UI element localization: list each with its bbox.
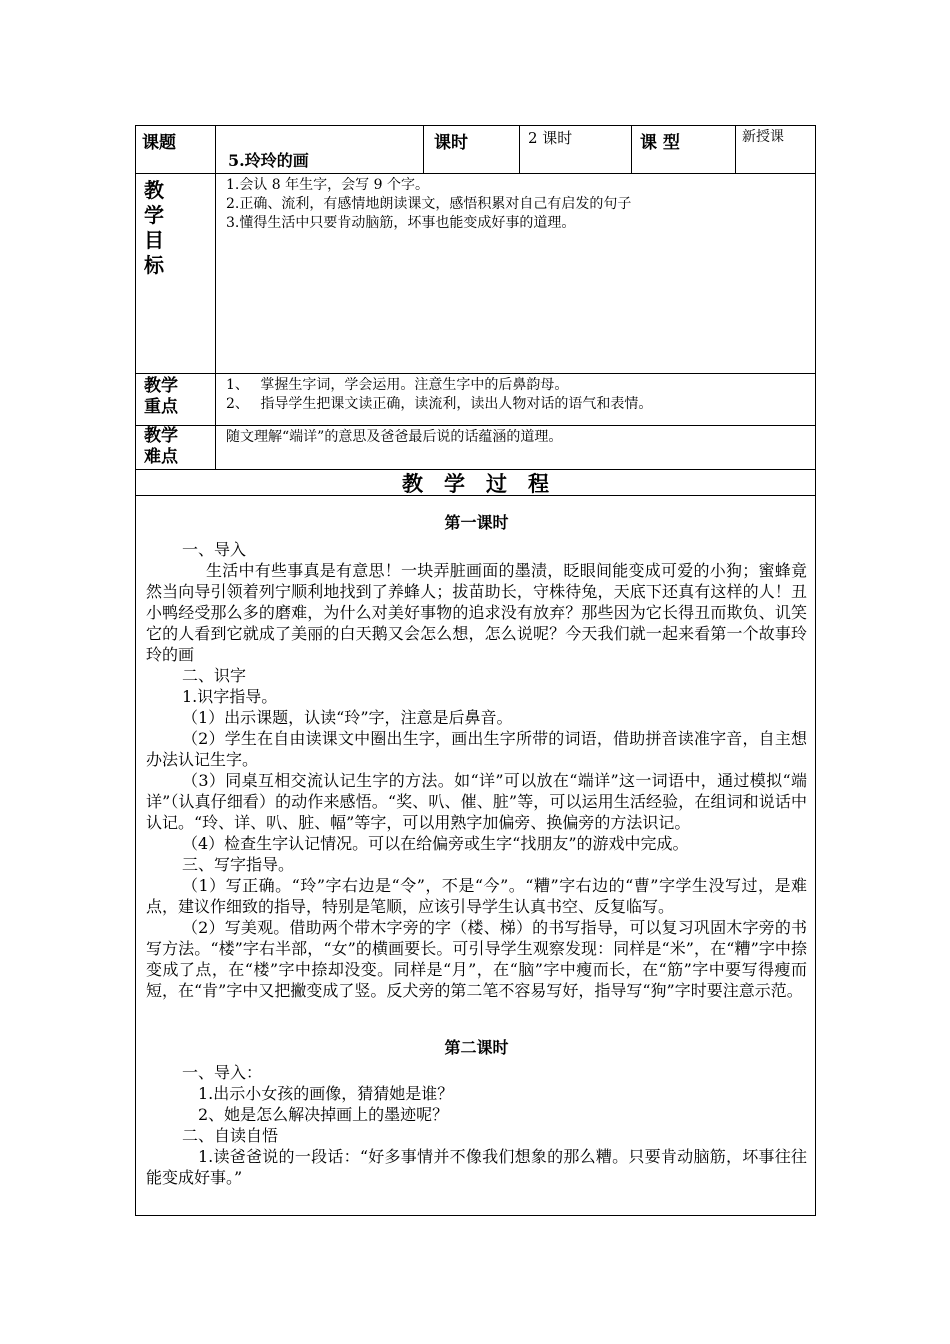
difficulty-content-cell (215, 425, 815, 469)
difficulty-label-cell (135, 425, 215, 469)
keypoints-label-cell (135, 373, 215, 425)
difficulty-text: 随文理解“端详”的意思及爸爸最后说的话蕴涵的道理。 (226, 429, 563, 445)
goals-list (226, 176, 631, 233)
keypoint-item: 2、 指导学生把课文读正确，读流利，读出人物对话的语气和表情。 (226, 396, 653, 412)
difficulty-label: 教学 难点 (144, 426, 178, 467)
goals-label-cell (135, 173, 215, 373)
period-label: 课时 (434, 133, 468, 153)
lesson-plan-table (135, 125, 816, 1216)
period-value-cell (519, 125, 631, 173)
lesson1-para: （1）出示课题，认读“玲”字，注意是后鼻音。 (182, 708, 513, 727)
lesson1-para: 二、识字 (182, 666, 247, 685)
type-label-cell (631, 125, 735, 173)
keypoints-label: 教学 重点 (144, 376, 178, 417)
lesson2-para: 1.读爸爸说的一段话：“好多事情并不像我们想象的那么糟。只要肯动脑筋，坏事往往能变成好事。” (146, 1147, 807, 1187)
keypoint-item: 1、 掌握生字词，学会运用。注意生字中的后鼻韵母。 (226, 377, 569, 393)
lesson1-para: 生活中有些事真是有意思！一块弄脏画面的墨渍，眨眼间能变成可爱的小狗；蜜蜂竟然当向导引领着列宁顺利地找到了养蜂人；拔苗助长，守株待兔，天底下还真有这样的人！丑小鸭经受那么多的磨难，为什么对美好事物的追求没有放弃？那些因为它长得丑而欺负、讥笑它的人看到它就成了美丽的白天鹅又会怎么想，怎么说呢？今天我们就一起来看第一个故事玲玲的画 (146, 561, 807, 664)
type-value: 新授课 (742, 129, 784, 145)
course-title-cell (215, 125, 423, 173)
goal-item: 1.会认 8 年生字，会写 9 个字。 (226, 177, 429, 193)
keypoints-content-cell (215, 373, 815, 425)
lesson1-para: （1）写正确。“玲”字右边是“令”，不是“今”。“糟”字右边的“曹”字学生没写过，是难点，建议作细致的指导，特别是笔顺，应该引导学生认真书空、反复临写。 (146, 876, 807, 916)
lesson1-para: （2）学生在自由读课文中圈出生字，画出生字所带的词语，借助拼音读准字音，自主想办法认记生字。 (146, 729, 807, 769)
lesson2-para: 一、导入： (182, 1063, 263, 1082)
type-value-cell (735, 125, 815, 173)
lesson2-para: 二、自读自悟 (182, 1126, 279, 1145)
lesson1-title: 第一课时 (444, 513, 509, 532)
process-body (146, 512, 807, 1188)
course-label: 课题 (142, 133, 176, 153)
lesson1-para: （4）检查生字认记情况。可以在给偏旁或生字“找朋友”的游戏中完成。 (182, 834, 689, 853)
goals-label: 教 学 目 标 (144, 178, 164, 277)
goal-item: 2.正确、流利，有感情地朗读课文，感悟积累对自己有启发的句子 (226, 196, 632, 212)
course-label-cell (135, 125, 215, 173)
lesson2-title: 第二课时 (444, 1038, 509, 1057)
goal-item: 3.懂得生活中只要肯动脑筋，坏事也能变成好事的道理。 (226, 215, 576, 231)
period-label-cell (423, 125, 519, 173)
lesson2-para: 1.出示小女孩的画像，猜猜她是谁？ (198, 1084, 454, 1103)
process-title-cell (135, 469, 815, 495)
process-title: 教 学 过 程 (402, 471, 549, 496)
lesson1-para: 一、导入 (182, 540, 247, 559)
lesson1-para: 1.识字指导。 (182, 687, 278, 706)
period-value: 2 课时 (528, 129, 573, 147)
lesson1-para: 三、写字指导。 (182, 855, 295, 874)
keypoints-list (226, 376, 652, 414)
goals-content-cell (215, 173, 815, 373)
course-title: 5.玲玲的画 (228, 151, 309, 170)
lesson1-para: （3）同桌互相交流认记生字的方法。如“详”可以放在“端详”这一词语中，通过模拟“端详”（认真仔细看）的动作来感悟。“奖、叭、催、脏”等，可以运用生活经验，在组词和说话中认记。“玲、详、叭、脏、幅”等字，可以用熟字加偏旁、换偏旁的方法识记。 (146, 771, 807, 832)
lesson2-para: 2、她是怎么解决掉画上的墨迹呢？ (198, 1105, 449, 1124)
process-body-cell (135, 495, 815, 1215)
type-label: 课 型 (640, 133, 680, 153)
lesson1-para: （2）写美观。借助两个带木字旁的字（楼、梯）的书写指导，可以复习巩固木字旁的书写方法。“楼”字右半部，“女”的横画要长。可引导学生观察发现：同样是“米”，在“糟”字中捺变成了点，在“楼”字中捺却没变。同样是“月”，在“脑”字中瘦而长，在“筋”字中要写得瘦而短，在“肯”字中又把撇变成了竖。反犬旁的第二笔不容易写好，指导写“狗”字时要注意示范。 (146, 918, 807, 1000)
